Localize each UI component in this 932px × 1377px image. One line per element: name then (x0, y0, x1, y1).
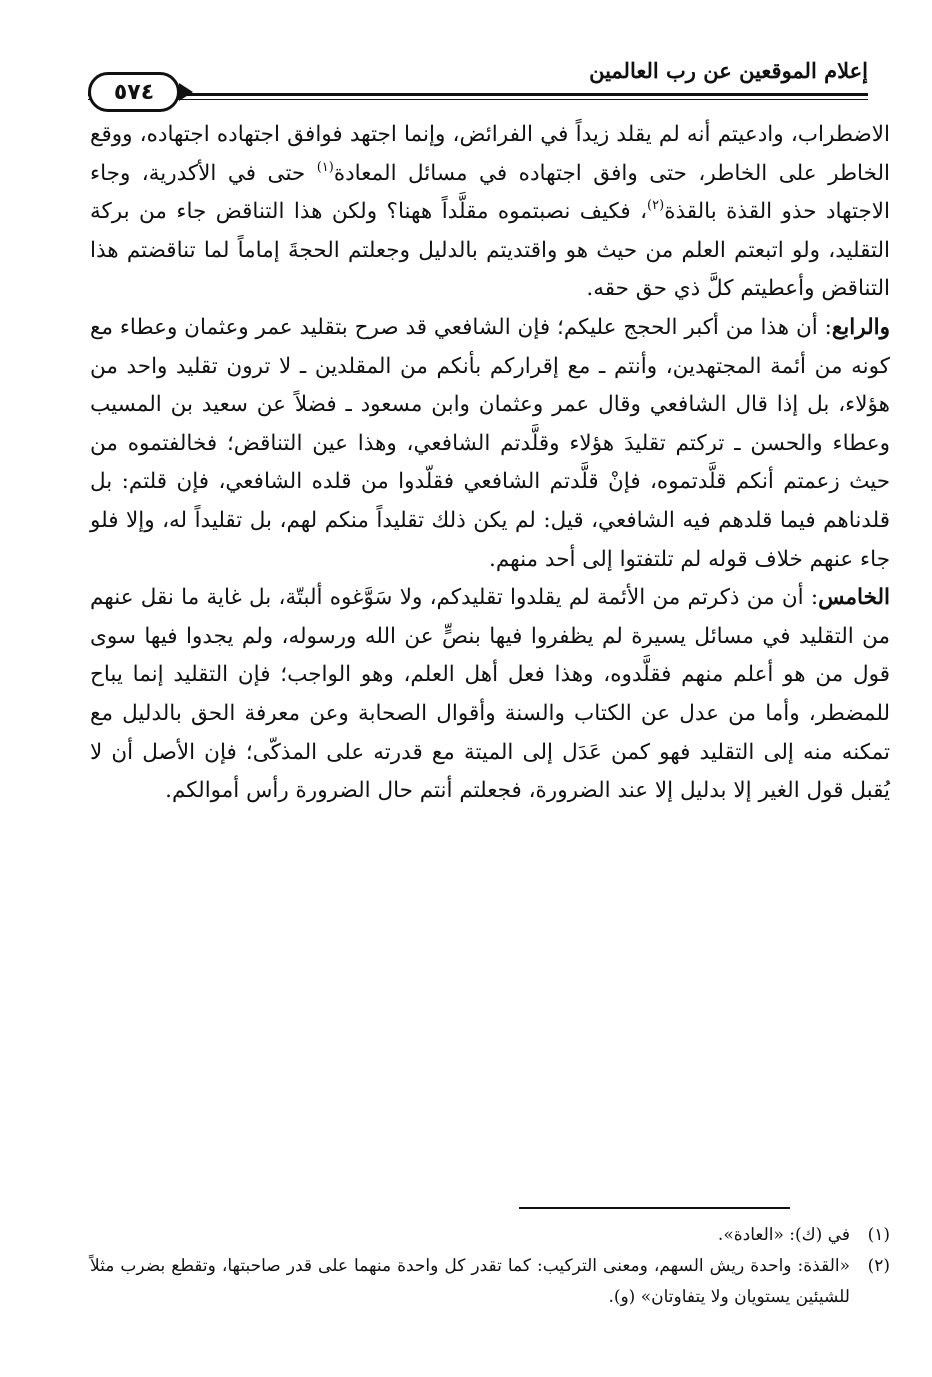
paragraph-1 (90, 116, 890, 309)
footnote-1-text: في (ك): «العادة». (717, 1225, 850, 1245)
running-header (88, 44, 868, 108)
footnote-1 (90, 1220, 890, 1251)
footnote-2-text: «القذة: واحدة ريش السهم، ومعنى التركيب: كما تقدر كل واحدة منهما على قدر صاحبتها، وتقطع بضرب مثلاً للشيئين يستويان ولا يتفاوتان» (و). (90, 1256, 850, 1307)
paragraph-3-text: : أن من ذكرتم من الأئمة لم يقلدوا تقليدكم، ولا سَوَّغوه ألبتّة، بل غاية ما نقل عنهم من التقليد في مسائل يسيرة لم يظفروا فيها بنصٍّ عن الله ورسوله، ولم يجدوا فيها سوى قول من هو أعلم منهم فقلَّدوه، وهذا فعل أهل العلم، وهو الواجب؛ فإن التقليد إنما يباح للمضطر، وأما من عدل عن الكتاب والسنة وأقوال الصحابة وعن معرفة الحق بالدليل مع تمكنه منه إلى التقليد فهو كمن عَدَل إلى الميتة مع قدرته على المذكّى؛ فإن الأصل أن لا يُقبل قول الغير إلا بدليل إلا عند الضرورة، فجعلتم أنتم حال الضرورة رأس أموالكم. (90, 585, 890, 804)
paragraph-2 (90, 309, 890, 579)
footnote-ref-1: (١) (316, 159, 334, 175)
paragraph-1-text-b: حتى في الأكدرية، وجاء الاجتهاد حذو القذة بالقذة (90, 160, 890, 225)
header-rule-thick (88, 93, 868, 96)
footnote-2 (90, 1251, 890, 1313)
page-number: ٥٧٤ (113, 79, 155, 105)
main-text (90, 116, 890, 811)
footnote-separator (519, 1207, 790, 1209)
paragraph-1-text-a: الاضطراب، وادعيتم أنه لم يقلد زيداً في الفرائض، وإنما اجتهد فوافق اجتهاده اجتهاده، ووقع الخاطر على الخاطر، حتى وافق اجتهاده في مسائل المعادة (90, 122, 891, 186)
paragraph-1-text-c: ، فكيف نصبتموه مقلَّداً ههنا؟ ولكن هذا التناقض جاء من بركة التقليد، ولو اتبعتم العلم من حيث هو واقتديتم بالدليل وجعلتم الحجةَ إماماً لما تناقضتم هذا التناقض وأعطيتم كلَّ ذي حق حقه. (90, 199, 890, 302)
paragraph-2-text: : أن هذا من أكبر الحجج عليكم؛ فإن الشافعي قد صرح بتقليد عمر وعثمان وعطاء مع كونه من أئمة المجتهدين، وأنتم ـ مع إقراركم بأنكم من المقلدين ـ لا ترون تقليد واحد من هؤلاء، بل إذا قال الشافعي وقال عمر وعثمان وابن مسعود ـ فضلاً عن سعيد بن المسيب وعطاء والحسن ـ تركتم تقليدَ هؤلاء وقلَّدتم الشافعي، وهذا عين التناقض؛ فخالفتموه من حيث زعمتم أنكم قلَّدتموه، فإنْ قلَّدتم الشافعي فقلّدوا من قلده الشافعي، فإن قلتم: بل قلدناهم فيما قلدهم فيه الشافعي، قيل: لم يكن ذلك تقليداً منكم لهم، بل تقليداً له، وإلا فلو جاء عنهم خلاف قوله لم تلتفتوا إلى أحد منهم. (90, 314, 890, 572)
paragraph-3-lead: الخامس (818, 585, 890, 611)
footnotes (90, 1220, 890, 1313)
footnote-1-number: (١) (867, 1225, 890, 1245)
paragraph-2-lead: والرابع (831, 314, 890, 340)
footnote-2-number: (٢) (867, 1256, 890, 1276)
header-rule-thin (88, 99, 868, 100)
book-title: إعلام الموقعين عن رب العالمين (589, 58, 868, 83)
footnote-ref-2: (٢) (647, 198, 665, 214)
page-number-badge (88, 72, 180, 112)
paragraph-3 (90, 579, 890, 811)
